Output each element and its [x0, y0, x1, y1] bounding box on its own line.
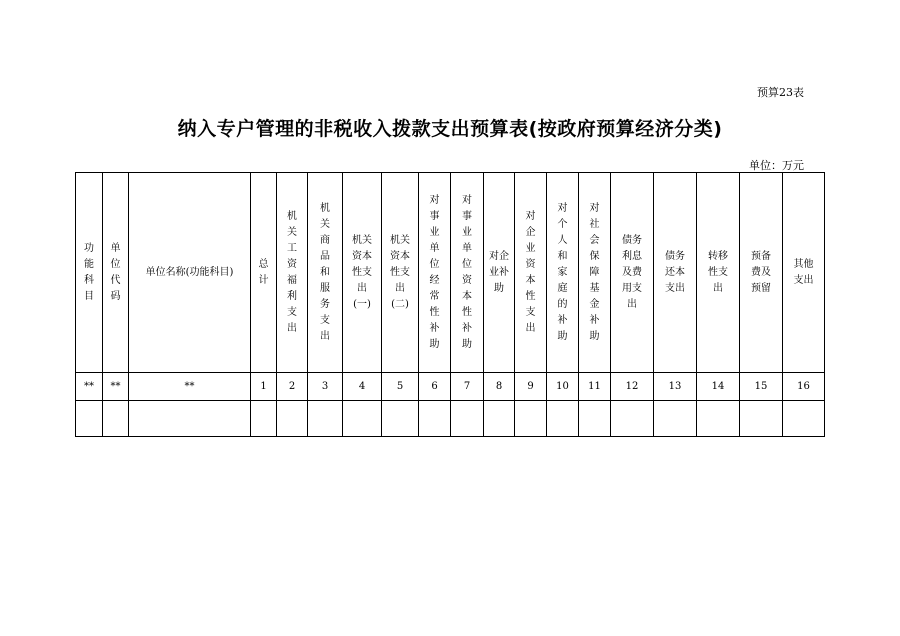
data-cell	[343, 401, 382, 437]
data-cell	[697, 401, 740, 437]
header-cell: 单位代码	[103, 173, 129, 373]
data-cell	[484, 401, 515, 437]
header-cell: 对企业补助	[484, 173, 515, 373]
data-cell	[76, 401, 103, 437]
number-cell: 15	[740, 373, 783, 401]
header-cell: 机关资本性支出(一)	[343, 173, 382, 373]
header-cell: 对事业单位资本性补助	[451, 173, 484, 373]
header-cell: 对个人和家庭的补助	[547, 173, 579, 373]
number-cell: 1	[251, 373, 277, 401]
number-cell: 6	[419, 373, 451, 401]
data-cell	[611, 401, 654, 437]
data-cell	[277, 401, 308, 437]
number-cell: 11	[579, 373, 611, 401]
data-cell	[579, 401, 611, 437]
header-cell: 预备费及预留	[740, 173, 783, 373]
number-cell: 4	[343, 373, 382, 401]
data-cell	[654, 401, 697, 437]
number-cell: 12	[611, 373, 654, 401]
number-cell: **	[103, 373, 129, 401]
header-cell: 对企业资本性支出	[515, 173, 547, 373]
header-cell: 机关商品和服务支出	[308, 173, 343, 373]
budget-table	[75, 172, 825, 437]
data-cell	[382, 401, 419, 437]
number-cell: 14	[697, 373, 740, 401]
data-cell	[451, 401, 484, 437]
data-cell	[251, 401, 277, 437]
data-cell	[129, 401, 251, 437]
data-cell	[783, 401, 825, 437]
number-cell: **	[76, 373, 103, 401]
data-cell	[308, 401, 343, 437]
header-cell: 机关工资福利支出	[277, 173, 308, 373]
data-cell	[515, 401, 547, 437]
header-row	[76, 173, 825, 373]
data-cell	[740, 401, 783, 437]
number-cell: 8	[484, 373, 515, 401]
number-cell: 3	[308, 373, 343, 401]
header-cell: 对社会保障基金补助	[579, 173, 611, 373]
number-cell: 10	[547, 373, 579, 401]
header-cell: 对事业单位经常性补助	[419, 173, 451, 373]
empty-data-row	[76, 401, 825, 437]
header-cell: 债务还本支出	[654, 173, 697, 373]
data-cell	[419, 401, 451, 437]
header-cell: 转移性支出	[697, 173, 740, 373]
form-number: 预算23表	[757, 86, 804, 99]
number-row	[76, 373, 825, 401]
header-cell: 单位名称(功能科目)	[129, 173, 251, 373]
number-cell: 7	[451, 373, 484, 401]
header-cell: 其他支出	[783, 173, 825, 373]
number-cell: 16	[783, 373, 825, 401]
number-cell: **	[129, 373, 251, 401]
number-cell: 9	[515, 373, 547, 401]
number-cell: 5	[382, 373, 419, 401]
page-title: 纳入专户管理的非税收入拨款支出预算表(按政府预算经济分类)	[177, 118, 723, 140]
data-cell	[547, 401, 579, 437]
header-cell: 功能科目	[76, 173, 103, 373]
number-cell: 2	[277, 373, 308, 401]
header-cell: 总计	[251, 173, 277, 373]
number-cell: 13	[654, 373, 697, 401]
data-cell	[103, 401, 129, 437]
header-cell: 债务利息及费用支出	[611, 173, 654, 373]
unit-label: 单位：万元	[749, 159, 804, 172]
header-cell: 机关资本性支出(二)	[382, 173, 419, 373]
